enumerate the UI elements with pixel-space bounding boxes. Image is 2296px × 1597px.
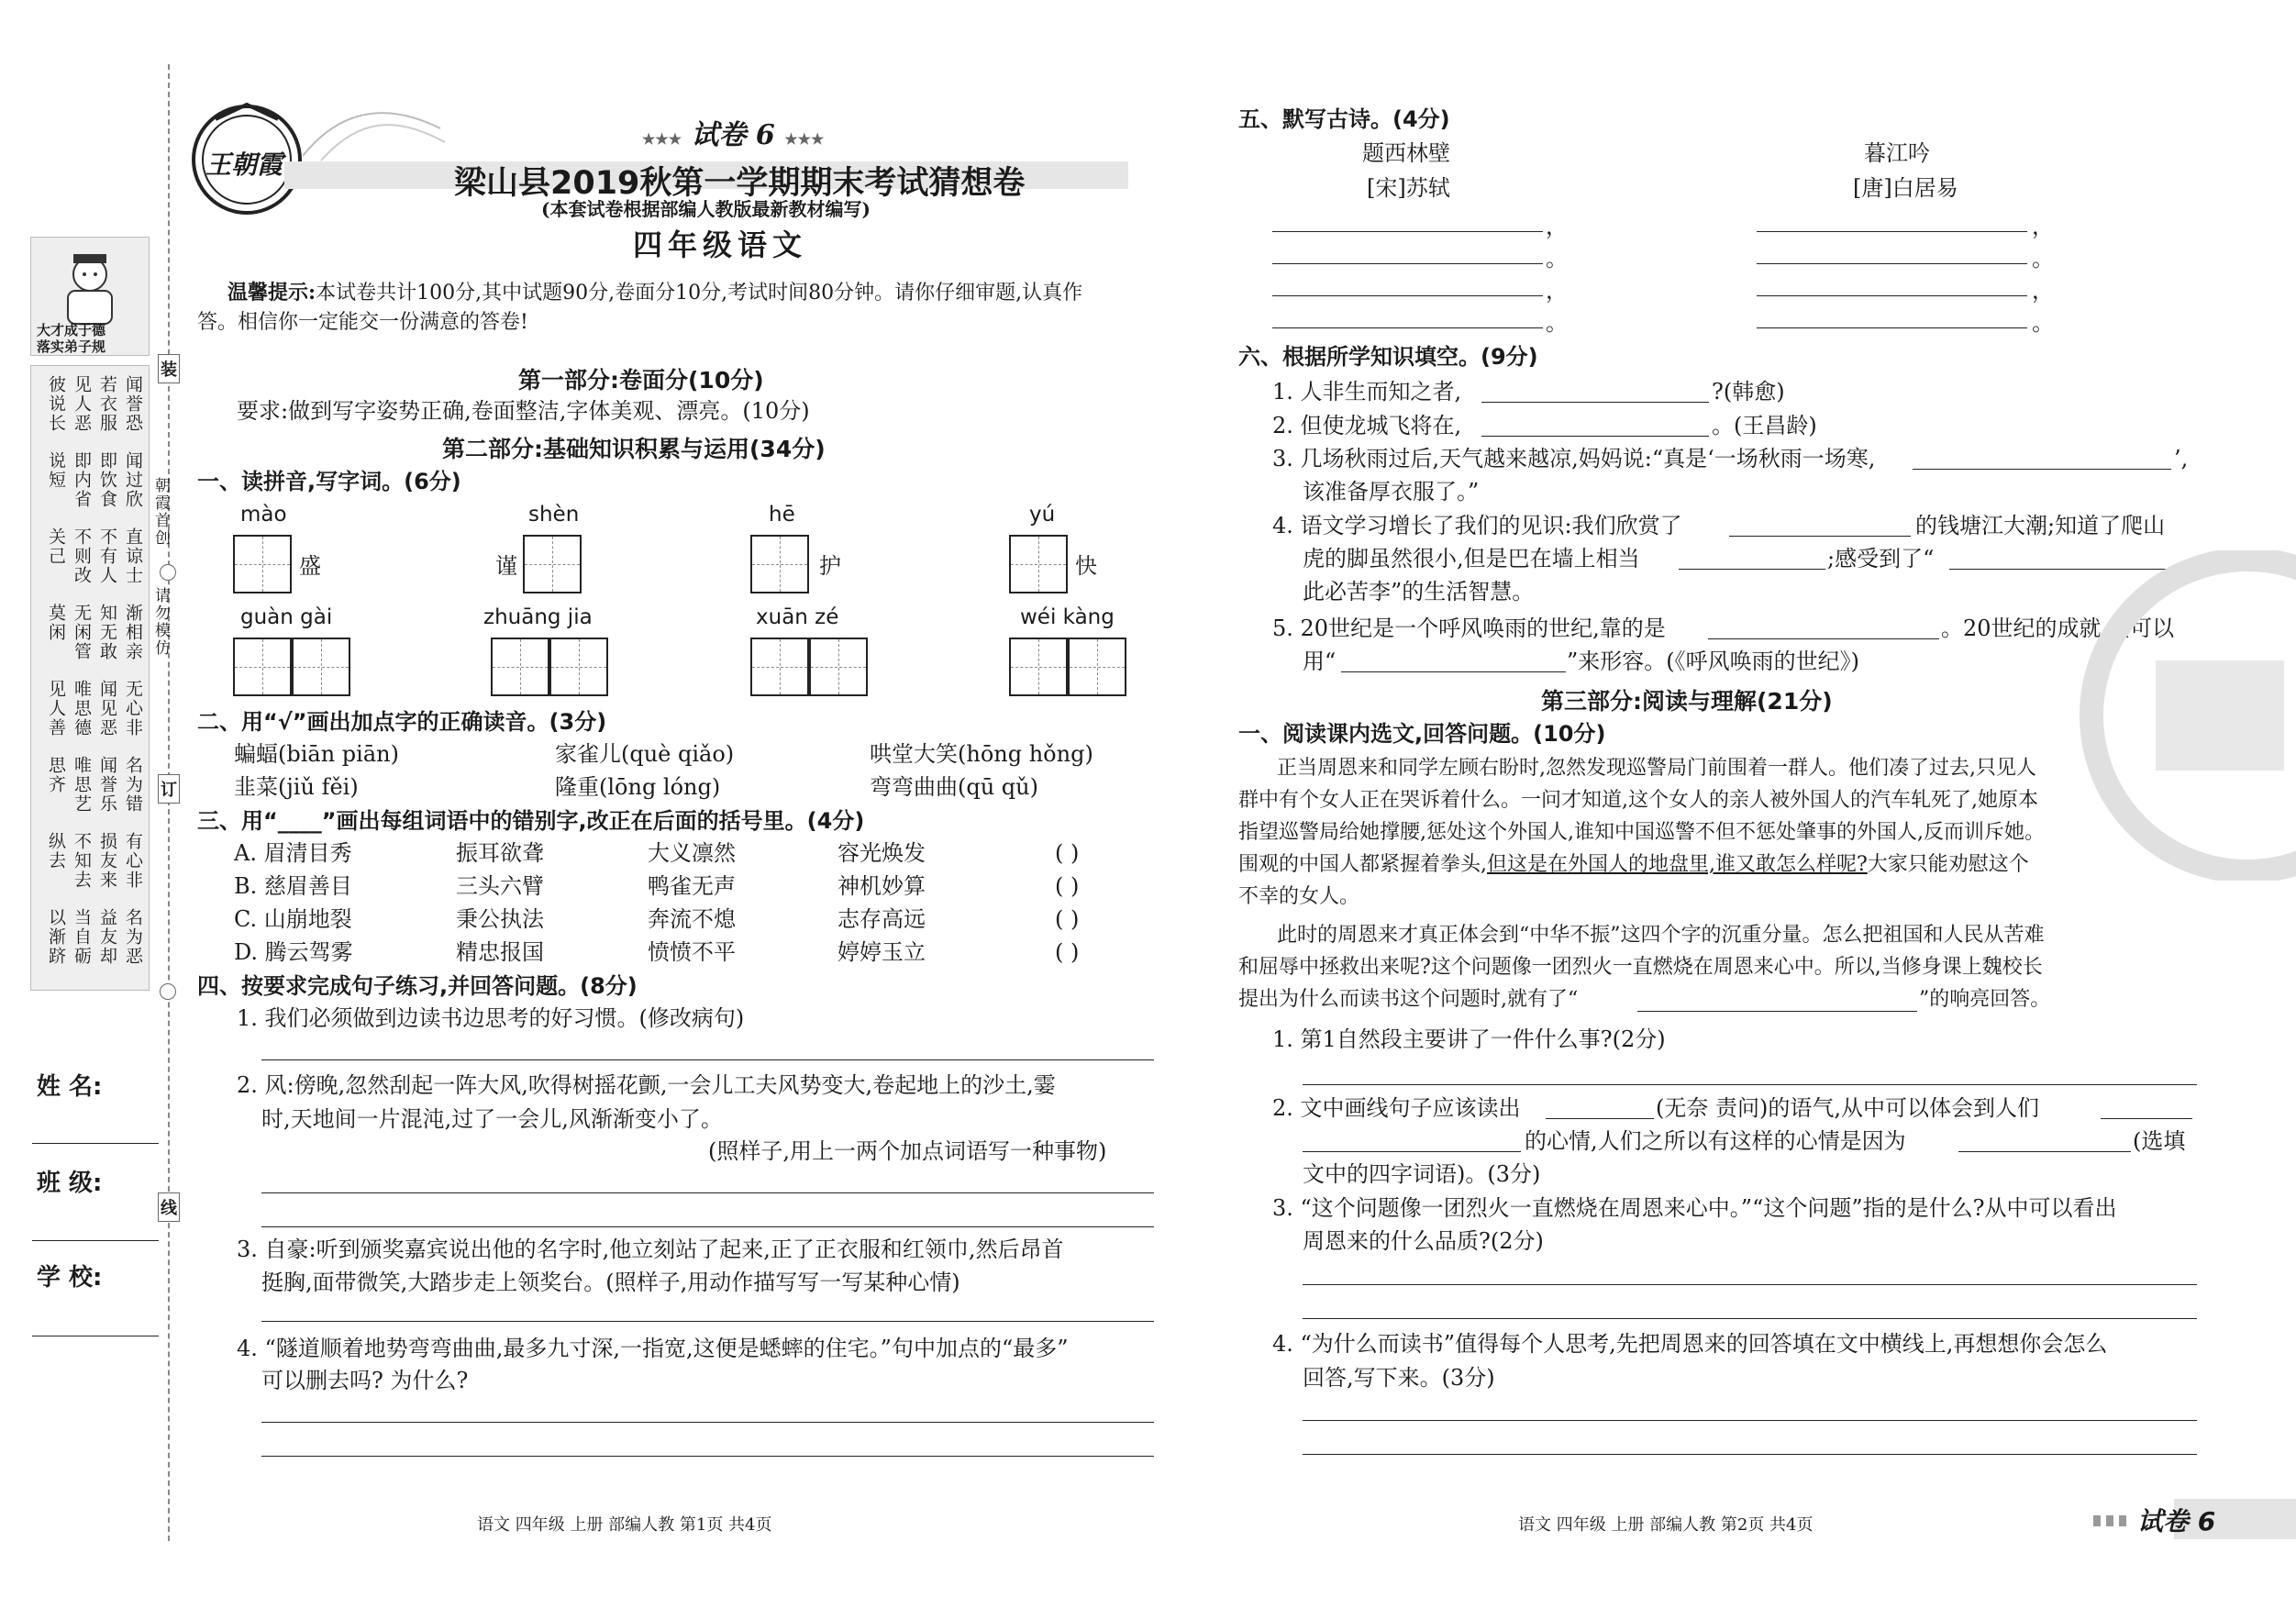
- q4-sentence-1: 1. 我们必须做到边读书边思考的好习惯。(修改病句): [237, 1005, 745, 1031]
- motto-column: 纵去: [46, 832, 66, 871]
- char-box[interactable]: [1068, 638, 1126, 696]
- answer-line[interactable]: [261, 1456, 1154, 1457]
- fill-blank[interactable]: [1729, 536, 1911, 537]
- q6-line3a: 3. 几场秋雨过后,天气越来越凉,妈妈说:“真是‘一场秋雨一场寒,: [1272, 446, 1876, 471]
- motto-column: 直谅士: [123, 527, 143, 585]
- q2-item-2[interactable]: 家雀儿(què qiǎo): [555, 741, 735, 767]
- motto-column: 莫闲: [46, 604, 66, 642]
- passage-p1-l2: 群中有个女人正在哭诉着什么。一问才知道,这个女人的亲人被外国人的汽车轧死了,她原本: [1238, 789, 2038, 812]
- motto-column: 闻过欣: [123, 451, 143, 509]
- passage-p1-l5: 不幸的女人。: [1238, 885, 1360, 908]
- motto-column: 不则改: [72, 527, 92, 585]
- q3-word[interactable]: 大义凛然: [648, 840, 736, 866]
- q4-sentence-2a: 2. 风:傍晚,忽然刮起一阵大风,吹得树摇花颤,一会儿工夫风势变大,卷起地上的沙土,霎: [237, 1072, 1056, 1098]
- given-char-3: 护: [819, 553, 841, 579]
- passage-p2-l3b: ”的响亮回答。: [1919, 988, 2051, 1011]
- poem-line[interactable]: [1757, 295, 2027, 296]
- answer-line[interactable]: [261, 1422, 1154, 1423]
- answer-line[interactable]: [1303, 1420, 2197, 1421]
- poem-punct: 。: [1546, 246, 1568, 272]
- ribbon-swirl: [303, 92, 449, 165]
- fill-blank[interactable]: [1303, 1151, 1521, 1152]
- brand-logo-text: 王朝霞: [205, 150, 283, 180]
- motto-column: 名为错: [123, 756, 143, 814]
- q3-word[interactable]: 神机妙算: [837, 873, 926, 899]
- poem-punct: ，: [1546, 214, 1568, 239]
- char-box[interactable]: [549, 638, 608, 696]
- reading-q3b: 周恩来的什么品质?(2分): [1303, 1228, 1544, 1254]
- side-circle-1: [160, 564, 176, 581]
- poem-line[interactable]: [1272, 263, 1543, 264]
- exam-subtitle: (本套试卷根据部编人教版最新教材编写): [541, 198, 871, 220]
- watermark-seal: [2036, 550, 2296, 881]
- poem-punct: 。: [2032, 310, 2054, 336]
- reading-q2c: 的心情,人们之所以有这样的心情是因为: [1525, 1128, 1906, 1154]
- q4-sentence-4b: 可以删去吗? 为什么?: [261, 1368, 469, 1393]
- q6-line5c: 用“: [1303, 649, 1337, 674]
- motto-column: 不知去: [72, 832, 92, 890]
- q3-word[interactable]: C. 山崩地裂: [234, 906, 352, 932]
- answer-line[interactable]: [1303, 1284, 2197, 1285]
- reading-q4b: 回答,写下来。(3分): [1303, 1365, 1495, 1391]
- motto-panel: [30, 365, 150, 991]
- q3-word[interactable]: D. 腾云驾雾: [234, 939, 353, 965]
- pinyin-8: wéi kàng: [1020, 605, 1115, 629]
- q6-line1a: 1. 人非生而知之者,: [1272, 379, 1462, 405]
- motto-column: 闻誉乐: [97, 756, 117, 814]
- given-char-2: 谨: [495, 553, 517, 579]
- passage-p2-l2: 和屈辱中拯救出来呢?这个问题像一团烈火一直燃烧在周恩来心中。所以,当修身课上魏校长: [1238, 956, 2043, 979]
- class-label: 班 级:: [37, 1170, 103, 1197]
- series-stars-right: ★★★: [784, 130, 825, 148]
- q3-word[interactable]: 容光焕发: [837, 840, 926, 866]
- q3-answer-paren[interactable]: ( ): [1055, 873, 1080, 899]
- q4-sentence-4a: 4. “隧道顺着地势弯弯曲曲,最多九寸深,一指宽,这便是蟋蟀的住宅。”句中加点的“最多”: [237, 1336, 1069, 1361]
- poem-punct: ，: [2032, 214, 2054, 239]
- passage-text: 围观的中国人都紧握着拳头,: [1238, 853, 1487, 876]
- fill-blank[interactable]: [1637, 1011, 1917, 1012]
- q6-line4a: 4. 语文学习增长了我们的见识:我们欣赏了: [1272, 513, 1682, 538]
- motto-column: 关己: [46, 527, 66, 566]
- footer-right: 语文 四年级 上册 部编人教 第2页 共4页: [1518, 1515, 1814, 1535]
- char-box[interactable]: [523, 535, 582, 593]
- poem2-title: 暮江吟: [1864, 140, 1930, 166]
- motto-column: 思齐: [46, 756, 66, 794]
- motto-column: 渐相亲: [123, 604, 143, 661]
- motto-column: 知无敢: [97, 604, 117, 661]
- motto-column: 若衣服: [97, 375, 117, 433]
- series-label: [642, 112, 824, 152]
- notice-label: 温馨提示:: [227, 281, 316, 305]
- motto-column: 说短: [46, 451, 66, 490]
- footer-dots: [2093, 1515, 2130, 1526]
- q6-line4c: 虎的脚虽然很小,但是巴在墙上相当: [1303, 546, 1640, 571]
- q1-title: 一、读拼音,写字词。(6分): [197, 469, 461, 494]
- q2-item-6[interactable]: 弯弯曲曲(qū qǔ): [870, 774, 1038, 800]
- motto-column: 彼说长: [46, 375, 66, 433]
- fill-blank[interactable]: [1546, 1118, 1654, 1119]
- motto-column: 唯思德: [72, 680, 92, 738]
- motto-column: 闻见恶: [97, 680, 117, 738]
- poem-line[interactable]: [1272, 231, 1543, 232]
- motto-column: 名为恶: [123, 908, 143, 966]
- q6-line2a: 2. 但使龙城飞将在,: [1272, 413, 1462, 438]
- q5-title: 五、默写古诗。(4分): [1238, 106, 1450, 132]
- q3-answer-paren[interactable]: ( ): [1055, 939, 1080, 965]
- char-box[interactable]: [292, 638, 350, 696]
- fill-blank[interactable]: [1481, 402, 1709, 403]
- q4-sentence-3b: 挺胸,面带微笑,大踏步走上领奖台。(照样子,用动作描写写一写某种心情): [261, 1270, 960, 1295]
- passage-p2-l1: 此时的周恩来才真正体会到“中华不振”这四个字的沉重分量。怎么把祖国和人民从苦难: [1277, 924, 2045, 947]
- reading-q2e: 文中的四字词语)。(3分): [1303, 1161, 1541, 1187]
- part3-title: 第三部分:阅读与理解(21分): [1541, 688, 1833, 715]
- notice-line2: 答。相信你一定能交一份满意的答卷!: [197, 311, 528, 334]
- q2-item-3[interactable]: 哄堂大笑(hōng hǒng): [870, 741, 1093, 767]
- mascot-caption-1: 大才成于德: [37, 322, 106, 338]
- motto-column: 唯思艺: [72, 756, 92, 814]
- q3-word[interactable]: 愤愤不平: [648, 939, 736, 965]
- char-box[interactable]: [491, 638, 549, 696]
- char-box[interactable]: [750, 638, 809, 696]
- reading-q4a: 4. “为什么而读书”值得每个人思考,先把周恩来的回答填在文中横线上,再想想你会怎么: [1272, 1331, 2108, 1357]
- motto-column: 益友却: [97, 908, 117, 966]
- class-line: [32, 1240, 159, 1241]
- q6-line5d: ”来形容。(《呼风唤雨的世纪》): [1567, 649, 1859, 674]
- motto-column: 损友来: [97, 832, 117, 890]
- q2-item-4[interactable]: 韭菜(jiǔ fěi): [234, 774, 359, 800]
- passage-p1-l1: 正当周恩来和同学左顾右盼时,忽然发现巡警局门前围着一群人。他们凑了过去,只见人: [1277, 757, 2036, 780]
- passage-p1-l3: 指望巡警局给她撑腰,惩处这个外国人,谁知中国巡警不但不惩处肇事的外国人,反而训斥她。: [1238, 821, 2045, 844]
- answer-line[interactable]: [261, 1321, 1154, 1322]
- motto-column: 有心非: [123, 832, 143, 890]
- q6-line2b: 。(王昌龄): [1712, 413, 1817, 438]
- fill-blank[interactable]: [2101, 1118, 2192, 1119]
- reading-q2a: 2. 文中画线句子应该读出: [1272, 1095, 1521, 1121]
- name-label: 姓 名:: [37, 1073, 103, 1101]
- motto-column: 当自砺: [72, 908, 92, 966]
- motto-column: 不有人: [97, 527, 117, 585]
- q3-title: 三、用“____”画出每组词语中的错别字,改正在后面的括号里。(4分): [197, 808, 865, 834]
- q4-title: 四、按要求完成句子练习,并回答问题。(8分): [197, 973, 638, 999]
- q6-line3c: 该准备厚衣服了。”: [1303, 479, 1480, 505]
- q6-line4b: 的钱塘江大潮;知道了爬山: [1915, 513, 2166, 538]
- q3-word[interactable]: B. 慈眉善目: [234, 873, 352, 899]
- pinyin-5: guàn gài: [240, 605, 333, 629]
- answer-line[interactable]: [261, 1192, 1154, 1193]
- q3-word[interactable]: 婷婷玉立: [837, 939, 926, 965]
- pinyin-3: hē: [769, 503, 795, 527]
- fill-blank[interactable]: [1481, 436, 1709, 437]
- q2-title: 二、用“√”画出加点字的正确读音。(3分): [197, 709, 607, 735]
- motto-column: 见人恶: [72, 375, 92, 433]
- poem1-author: [宋]苏轼: [1367, 175, 1450, 201]
- char-box[interactable]: [233, 638, 292, 696]
- pinyin-4: yú: [1029, 503, 1056, 527]
- notice-text-1: 本试卷共计100分,其中试题90分,卷面分10分,考试时间80分钟。请你仔细审题,认真作: [316, 282, 1083, 305]
- side-note-2: 请勿模仿: [151, 587, 170, 657]
- underlined-sentence: 但这是在外国人的地盘里,谁又敢怎么样呢?: [1487, 853, 1868, 876]
- reading-q3a: 3. “这个问题像一团烈火一直燃烧在周恩来心中。”“这个问题”指的是什么?从中可以看出: [1272, 1195, 2117, 1221]
- reading-q2d: (选填: [2133, 1128, 2186, 1154]
- poem2-author: [唐]白居易: [1853, 175, 1958, 201]
- char-box[interactable]: [233, 535, 292, 593]
- passage-p1-l4: [1238, 851, 2029, 879]
- poem1-title: 题西林壁: [1362, 140, 1450, 166]
- binding-char-3: 线: [158, 1192, 180, 1222]
- char-box[interactable]: [809, 638, 868, 696]
- pinyin-6: zhuāng jia: [483, 605, 593, 629]
- q3-word[interactable]: 奔流不熄: [648, 906, 736, 932]
- q3-answer-paren[interactable]: ( ): [1055, 906, 1080, 932]
- footer-badge: 试卷 6: [2137, 1506, 2216, 1536]
- motto-column: 以渐跻: [46, 908, 66, 966]
- motto-column: 无闲管: [72, 604, 92, 661]
- q3-word[interactable]: A. 眉清目秀: [234, 840, 352, 866]
- motto-column: 无心非: [123, 680, 143, 738]
- mascot-panel: [30, 237, 150, 356]
- q3-word[interactable]: 振耳欲聋: [456, 840, 544, 866]
- part1-title: 第一部分:卷面分(10分): [518, 367, 764, 394]
- motto-column: 即饮食: [97, 451, 117, 509]
- q3-word[interactable]: 鸭雀无声: [648, 873, 736, 899]
- mascot-caption-2: 落实弟子规: [37, 338, 106, 355]
- mascot-illustration: [31, 238, 149, 329]
- poem-line[interactable]: [1272, 327, 1543, 328]
- grade-subject: 四年级语文: [633, 227, 808, 262]
- q6-line5a: 5. 20世纪是一个呼风唤雨的世纪,靠的是: [1272, 616, 1666, 641]
- q3-answer-paren[interactable]: ( ): [1055, 840, 1080, 866]
- motto-column: 闻誉恐: [123, 375, 143, 433]
- pinyin-7: xuān zé: [756, 605, 839, 629]
- notice-line1: [227, 279, 1082, 307]
- reading-title: 一、阅读课内选文,回答问题。(10分): [1238, 721, 1606, 747]
- poem-line[interactable]: [1272, 295, 1543, 296]
- part2-title: 第二部分:基础知识积累与运用(34分): [442, 436, 826, 462]
- pinyin-1: mào: [240, 503, 287, 527]
- passage-p2-l3a: 提出为什么而读书这个问题时,就有了“: [1238, 988, 1579, 1011]
- poem-punct: ，: [2032, 278, 2054, 304]
- reading-q1: 1. 第1自然段主要讲了一件什么事?(2分): [1272, 1026, 1666, 1052]
- binding-char-1: 装: [158, 354, 180, 383]
- q2-item-5[interactable]: 隆重(lōng lóng): [555, 774, 721, 800]
- given-char-1: 盛: [299, 553, 321, 579]
- series-stars-left: ★★★: [642, 130, 682, 148]
- q3-word[interactable]: 秉公执法: [456, 906, 544, 932]
- name-line: [32, 1143, 159, 1144]
- answer-line[interactable]: [261, 1059, 1154, 1060]
- poem-punct: 。: [1546, 310, 1568, 336]
- q6-line5b: 。20世纪的成就,真可以: [1941, 616, 2175, 641]
- reading-q2b: (无奈 责问)的语气,从中可以体会到人们: [1656, 1095, 2039, 1121]
- binding-char-2: 订: [158, 774, 180, 804]
- q6-line3b: ’,: [2174, 446, 2189, 471]
- answer-line[interactable]: [1303, 1318, 2197, 1319]
- q2-item-1[interactable]: 蝙蝠(biān piān): [234, 741, 399, 767]
- q4-sentence-3a: 3. 自豪:听到颁奖嘉宾说出他的名字时,他立刻站了起来,正了正衣服和红领巾,然后昂首: [237, 1237, 1064, 1262]
- fill-blank[interactable]: [1913, 469, 2171, 470]
- q6-title: 六、根据所学知识填空。(9分): [1238, 344, 1538, 370]
- poem-line[interactable]: [1757, 231, 2027, 232]
- series-text: 试卷 6: [691, 119, 775, 151]
- fill-blank[interactable]: [1958, 1151, 2131, 1152]
- motto-column: 即内省: [72, 451, 92, 509]
- fill-blank[interactable]: [1341, 671, 1566, 672]
- poem-punct: ，: [1546, 278, 1568, 304]
- answer-line[interactable]: [1303, 1084, 2197, 1085]
- motto-column: 见人善: [46, 680, 66, 738]
- q6-line4e: ,: [2176, 546, 2183, 571]
- pinyin-2: shèn: [528, 503, 580, 527]
- q6-line1b: ?(韩愈): [1712, 379, 1785, 405]
- q3-word[interactable]: 志存高远: [837, 906, 926, 932]
- q3-word[interactable]: 三头六臂: [456, 873, 544, 899]
- footer-left: 语文 四年级 上册 部编人教 第1页 共4页: [477, 1515, 772, 1535]
- q3-word[interactable]: 精忠报国: [456, 939, 544, 965]
- side-note-1: 朝霞首创: [151, 477, 170, 547]
- fill-blank[interactable]: [1708, 638, 1939, 639]
- answer-line[interactable]: [1303, 1454, 2197, 1455]
- given-char-4: 快: [1075, 553, 1097, 579]
- exam-title: 梁山县2019秋第一学期期末考试猜想卷: [454, 165, 1026, 202]
- q4-sentence-2b: 时,天地间一片混沌,过了一会儿,风渐渐变小了。: [261, 1106, 723, 1132]
- q6-line4f: 此必苦李”的生活智慧。: [1303, 579, 1535, 604]
- poem-line[interactable]: [1757, 263, 2027, 264]
- poem-punct: 。: [2032, 246, 2054, 272]
- school-label: 学 校:: [37, 1264, 103, 1292]
- part1-requirement: 要求:做到写字姿势正确,卷面整洁,字体美观、漂亮。(10分): [237, 398, 810, 424]
- poem-line[interactable]: [1757, 327, 2027, 328]
- fill-blank[interactable]: [1679, 569, 1825, 570]
- char-box[interactable]: [750, 535, 809, 593]
- q6-line4d: ;感受到了“: [1827, 546, 1935, 571]
- char-box[interactable]: [1009, 535, 1068, 593]
- side-circle-2: [160, 983, 176, 1000]
- char-box[interactable]: [1009, 638, 1068, 696]
- answer-line[interactable]: [261, 1226, 1154, 1227]
- q4-sentence-2c: (照样子,用上一两个加点词语写一种事物): [708, 1138, 1107, 1164]
- passage-text: 大家只能劝慰这个: [1867, 853, 2029, 876]
